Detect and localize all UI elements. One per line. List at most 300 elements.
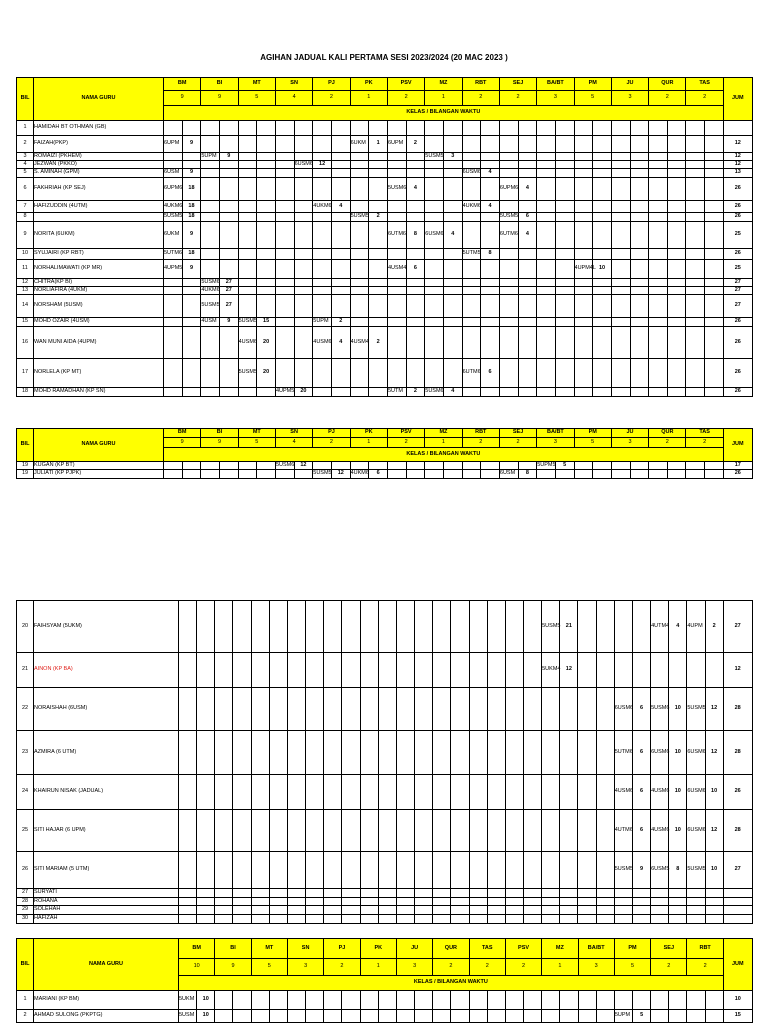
empty-cell: [537, 470, 556, 479]
class-code: 5USM5: [238, 318, 257, 327]
empty-cell: [387, 359, 406, 388]
teacher-bil: 26: [17, 852, 34, 889]
empty-cell: [574, 249, 593, 260]
empty-cell: [269, 906, 287, 915]
empty-cell: [215, 688, 233, 731]
subject-periods: 1: [360, 959, 396, 976]
subject-header: TAS: [686, 429, 723, 438]
empty-cell: [306, 852, 324, 889]
empty-cell: [197, 906, 215, 915]
empty-cell: [630, 470, 649, 479]
empty-cell: [406, 287, 425, 295]
empty-cell: [560, 1010, 578, 1023]
empty-cell: [469, 915, 487, 924]
empty-cell: [425, 121, 444, 136]
class-code: 5USM: [179, 1010, 197, 1023]
empty-cell: [331, 388, 350, 397]
empty-cell: [630, 295, 649, 318]
empty-cell: [649, 470, 668, 479]
empty-cell: [560, 906, 578, 915]
subject-periods: 5: [238, 91, 275, 106]
class-periods: 4: [481, 169, 500, 178]
subject-periods: 5: [574, 438, 611, 448]
empty-cell: [593, 201, 612, 213]
empty-cell: [257, 260, 276, 279]
subject-header: TAS: [469, 939, 505, 959]
empty-cell: [667, 161, 686, 169]
class-code: 6UTM6: [462, 359, 481, 388]
subject-header: RBT: [462, 429, 499, 438]
teacher-name: FAIHSYAM (5UKM): [34, 601, 179, 653]
empty-cell: [238, 169, 257, 178]
empty-cell: [499, 121, 518, 136]
class-code: 4UKM6: [201, 286, 220, 293]
empty-cell: [387, 121, 406, 136]
teacher-total: 12: [723, 653, 752, 688]
teacher-bil: 18: [17, 388, 34, 397]
empty-cell: [396, 601, 414, 653]
teacher-row: [17, 462, 753, 470]
teacher-bil: 21: [17, 653, 34, 688]
empty-cell: [342, 775, 360, 810]
empty-cell: [378, 889, 396, 898]
subject-periods: 3: [578, 959, 614, 976]
empty-cell: [387, 169, 406, 178]
empty-cell: [294, 327, 313, 359]
empty-cell: [667, 388, 686, 397]
empty-cell: [294, 249, 313, 260]
class-code: 6USM: [164, 169, 183, 178]
empty-cell: [481, 222, 500, 249]
class-code: 5USM6: [275, 461, 295, 468]
empty-cell: [537, 295, 556, 318]
empty-cell: [215, 1010, 233, 1023]
empty-cell: [425, 249, 444, 260]
teacher-row: [17, 287, 753, 295]
empty-cell: [651, 991, 669, 1010]
empty-cell: [505, 775, 523, 810]
empty-cell: [251, 906, 269, 915]
class-periods: 12: [705, 688, 723, 731]
subject-header: PM: [574, 78, 611, 91]
page-title: AGIHAN JADUAL KALI PERTAMA SESI 2023/2024 (20 MAC 2023 ): [260, 53, 508, 62]
empty-cell: [313, 169, 332, 178]
empty-cell: [649, 136, 668, 153]
empty-cell: [257, 201, 276, 213]
teacher-row: [17, 121, 753, 136]
empty-cell: [342, 653, 360, 688]
empty-cell: [287, 653, 305, 688]
empty-cell: [499, 462, 518, 470]
teacher-total: 27: [723, 852, 752, 889]
empty-cell: [197, 688, 215, 731]
empty-cell: [518, 161, 537, 169]
empty-cell: [219, 470, 238, 479]
subject-header: BI: [201, 78, 238, 91]
subject-periods: 4: [275, 438, 312, 448]
empty-cell: [257, 279, 276, 287]
empty-cell: [518, 388, 537, 397]
class-code: 6USM6: [294, 160, 313, 167]
empty-cell: [462, 213, 481, 222]
empty-cell: [215, 991, 233, 1010]
empty-cell: [487, 889, 505, 898]
class-periods: 6: [518, 213, 537, 222]
subject-header: BA/BT: [537, 429, 574, 438]
empty-cell: [306, 991, 324, 1010]
timetable-c: [16, 600, 753, 924]
empty-cell: [179, 775, 197, 810]
empty-cell: [350, 359, 369, 388]
empty-cell: [287, 991, 305, 1010]
empty-cell: [201, 136, 220, 153]
empty-cell: [406, 201, 425, 213]
empty-cell: [415, 852, 433, 889]
teacher-name: S. AMINAH (GPM): [34, 169, 164, 178]
empty-cell: [596, 1010, 614, 1023]
empty-cell: [505, 688, 523, 731]
subject-periods: 2: [387, 438, 424, 448]
empty-cell: [415, 1010, 433, 1023]
class-periods: 4: [331, 201, 350, 213]
empty-cell: [324, 810, 342, 852]
empty-cell: [313, 388, 332, 397]
subject-header: PM: [614, 939, 650, 959]
teacher-row: [17, 889, 753, 898]
teacher-name: SYUJAIRI (KP RBT): [34, 249, 164, 260]
empty-cell: [215, 653, 233, 688]
empty-cell: [578, 906, 596, 915]
empty-cell: [342, 898, 360, 906]
class-periods: 12: [313, 161, 332, 169]
empty-cell: [294, 260, 313, 279]
empty-cell: [415, 906, 433, 915]
empty-cell: [306, 688, 324, 731]
empty-cell: [257, 470, 276, 479]
empty-cell: [275, 153, 294, 161]
empty-cell: [487, 915, 505, 924]
empty-cell: [649, 388, 668, 397]
empty-cell: [415, 991, 433, 1010]
empty-cell: [537, 359, 556, 388]
header-subject-row: [17, 429, 753, 438]
empty-cell: [705, 898, 723, 906]
teacher-row: [17, 688, 753, 731]
teacher-row: [17, 359, 753, 388]
empty-cell: [294, 213, 313, 222]
class-code: 6UPM6: [499, 178, 518, 201]
teacher-name: [34, 213, 164, 222]
empty-cell: [537, 318, 556, 327]
class-periods: 2: [369, 213, 388, 222]
empty-cell: [630, 462, 649, 470]
empty-cell: [233, 906, 251, 915]
teacher-bil: 2: [17, 1010, 34, 1023]
empty-cell: [705, 178, 724, 201]
class-periods: 12: [294, 462, 313, 470]
class-periods: 9: [219, 153, 238, 161]
teacher-total: 28: [723, 688, 752, 731]
empty-cell: [487, 601, 505, 653]
empty-cell: [306, 810, 324, 852]
empty-cell: [705, 359, 724, 388]
empty-cell: [182, 121, 201, 136]
empty-cell: [487, 810, 505, 852]
empty-cell: [251, 991, 269, 1010]
empty-cell: [611, 287, 630, 295]
class-code: 6UPM: [387, 136, 406, 153]
empty-cell: [269, 688, 287, 731]
empty-cell: [632, 915, 650, 924]
empty-cell: [499, 359, 518, 388]
class-periods: 9: [219, 318, 238, 327]
empty-cell: [275, 295, 294, 318]
teacher-total: 27: [723, 279, 752, 287]
teacher-bil: 3: [17, 153, 34, 161]
empty-cell: [238, 462, 257, 470]
empty-cell: [182, 287, 201, 295]
subject-header: BM: [164, 78, 201, 91]
subject-periods: 2: [651, 959, 687, 976]
empty-cell: [705, 169, 724, 178]
empty-cell: [294, 318, 313, 327]
empty-cell: [433, 810, 451, 852]
empty-cell: [574, 470, 593, 479]
empty-cell: [238, 295, 257, 318]
subject-periods: 1: [542, 959, 578, 976]
empty-cell: [451, 852, 469, 889]
class-periods: 9: [632, 852, 650, 889]
empty-cell: [443, 260, 462, 279]
empty-cell: [443, 169, 462, 178]
empty-cell: [542, 889, 560, 898]
empty-cell: [596, 898, 614, 906]
empty-cell: [574, 359, 593, 388]
class-code: 5USM5: [687, 852, 705, 889]
empty-cell: [257, 462, 276, 470]
empty-cell: [705, 161, 724, 169]
empty-cell: [560, 810, 578, 852]
empty-cell: [542, 688, 560, 731]
empty-cell: [251, 653, 269, 688]
empty-cell: [630, 287, 649, 295]
class-periods: 12: [560, 653, 578, 688]
empty-cell: [542, 906, 560, 915]
empty-cell: [593, 249, 612, 260]
empty-cell: [505, 898, 523, 906]
empty-cell: [164, 161, 183, 169]
empty-cell: [369, 318, 388, 327]
empty-cell: [215, 906, 233, 915]
teacher-row: [17, 318, 753, 327]
class-code: 6UKM: [350, 136, 369, 153]
empty-cell: [518, 318, 537, 327]
empty-cell: [462, 327, 481, 359]
empty-cell: [542, 915, 560, 924]
teacher-row: [17, 991, 753, 1010]
empty-cell: [306, 731, 324, 775]
empty-cell: [433, 653, 451, 688]
subject-header: PK: [350, 429, 387, 438]
empty-cell: [578, 601, 596, 653]
empty-cell: [425, 287, 444, 295]
empty-cell: [342, 915, 360, 924]
empty-cell: [578, 889, 596, 898]
empty-cell: [686, 287, 705, 295]
empty-cell: [649, 359, 668, 388]
class-periods: 6: [632, 775, 650, 810]
empty-cell: [369, 161, 388, 169]
class-periods: 8: [406, 222, 425, 249]
empty-cell: [596, 852, 614, 889]
empty-cell: [523, 775, 541, 810]
subject-periods: 5: [251, 959, 287, 976]
empty-cell: [505, 1010, 523, 1023]
empty-cell: [360, 991, 378, 1010]
empty-cell: [611, 213, 630, 222]
class-periods: 4: [518, 222, 537, 249]
empty-cell: [378, 906, 396, 915]
empty-cell: [201, 169, 220, 178]
empty-cell: [705, 295, 724, 318]
class-periods: 5: [633, 1010, 651, 1023]
empty-cell: [537, 388, 556, 397]
empty-cell: [518, 169, 537, 178]
empty-cell: [443, 161, 462, 169]
subject-periods: 5: [238, 438, 275, 448]
empty-cell: [182, 279, 201, 287]
teacher-name: ROMAIZI (PKHEM): [34, 153, 164, 161]
header-bil: BIL: [17, 429, 34, 462]
empty-cell: [369, 153, 388, 161]
empty-cell: [630, 161, 649, 169]
empty-cell: [433, 906, 451, 915]
subject-header: PK: [360, 939, 396, 959]
empty-cell: [669, 889, 687, 898]
empty-cell: [342, 810, 360, 852]
empty-cell: [294, 136, 313, 153]
class-periods: 18: [182, 178, 201, 201]
empty-cell: [574, 279, 593, 287]
class-code: 5USM5: [425, 152, 444, 159]
empty-cell: [201, 249, 220, 260]
empty-cell: [331, 359, 350, 388]
empty-cell: [415, 731, 433, 775]
empty-cell: [487, 688, 505, 731]
teacher-total: [723, 906, 752, 915]
empty-cell: [269, 889, 287, 898]
empty-cell: [201, 222, 220, 249]
empty-cell: [611, 260, 630, 279]
empty-cell: [251, 601, 269, 653]
empty-cell: [555, 161, 574, 169]
empty-cell: [705, 462, 724, 470]
empty-cell: [555, 470, 574, 479]
empty-cell: [596, 810, 614, 852]
empty-cell: [331, 260, 350, 279]
class-periods: 18: [182, 249, 201, 260]
empty-cell: [555, 249, 574, 260]
empty-cell: [523, 852, 541, 889]
empty-cell: [537, 153, 556, 161]
empty-cell: [518, 327, 537, 359]
empty-cell: [164, 318, 183, 327]
empty-cell: [686, 279, 705, 287]
empty-cell: [686, 169, 705, 178]
class-code: 6UPM6: [164, 178, 183, 201]
empty-cell: [593, 279, 612, 287]
empty-cell: [287, 810, 305, 852]
empty-cell: [687, 1010, 705, 1023]
empty-cell: [505, 889, 523, 898]
empty-cell: [233, 898, 251, 906]
empty-cell: [649, 462, 668, 470]
empty-cell: [275, 260, 294, 279]
class-code: 4UPM5: [164, 260, 183, 279]
empty-cell: [406, 161, 425, 169]
empty-cell: [275, 178, 294, 201]
empty-cell: [451, 915, 469, 924]
empty-cell: [593, 161, 612, 169]
empty-cell: [667, 136, 686, 153]
empty-cell: [238, 222, 257, 249]
empty-cell: [687, 906, 705, 915]
empty-cell: [396, 653, 414, 688]
empty-cell: [481, 287, 500, 295]
empty-cell: [369, 359, 388, 388]
timetable-a: [16, 77, 753, 397]
empty-cell: [164, 359, 183, 388]
teacher-row: [17, 915, 753, 924]
empty-cell: [443, 178, 462, 201]
subject-periods: 2: [324, 959, 360, 976]
empty-cell: [523, 653, 541, 688]
empty-cell: [518, 153, 537, 161]
teacher-bil: 19: [17, 462, 34, 470]
empty-cell: [350, 178, 369, 201]
empty-cell: [487, 653, 505, 688]
subject-header: PJ: [324, 939, 360, 959]
empty-cell: [593, 359, 612, 388]
class-periods: 27: [219, 295, 238, 318]
empty-cell: [651, 898, 669, 906]
empty-cell: [578, 1010, 596, 1023]
class-code: 5UTM6: [164, 249, 183, 260]
empty-cell: [667, 153, 686, 161]
empty-cell: [518, 279, 537, 287]
empty-cell: [687, 898, 705, 906]
empty-cell: [387, 295, 406, 318]
empty-cell: [611, 359, 630, 388]
class-code: 4USM6: [313, 327, 332, 359]
empty-cell: [331, 279, 350, 287]
empty-cell: [499, 295, 518, 318]
subject-periods: 3: [611, 438, 648, 448]
empty-cell: [505, 906, 523, 915]
teacher-bil: 10: [17, 249, 34, 260]
teacher-name: NORHALIMAWATI (KP MR): [34, 260, 164, 279]
empty-cell: [523, 601, 541, 653]
empty-cell: [667, 359, 686, 388]
empty-cell: [425, 260, 444, 279]
empty-cell: [651, 1010, 669, 1023]
class-periods: 10: [197, 1010, 215, 1023]
teacher-bil: 20: [17, 601, 34, 653]
subject-header: PM: [574, 429, 611, 438]
empty-cell: [313, 213, 332, 222]
empty-cell: [560, 775, 578, 810]
class-code: 4UKM6: [313, 201, 332, 213]
